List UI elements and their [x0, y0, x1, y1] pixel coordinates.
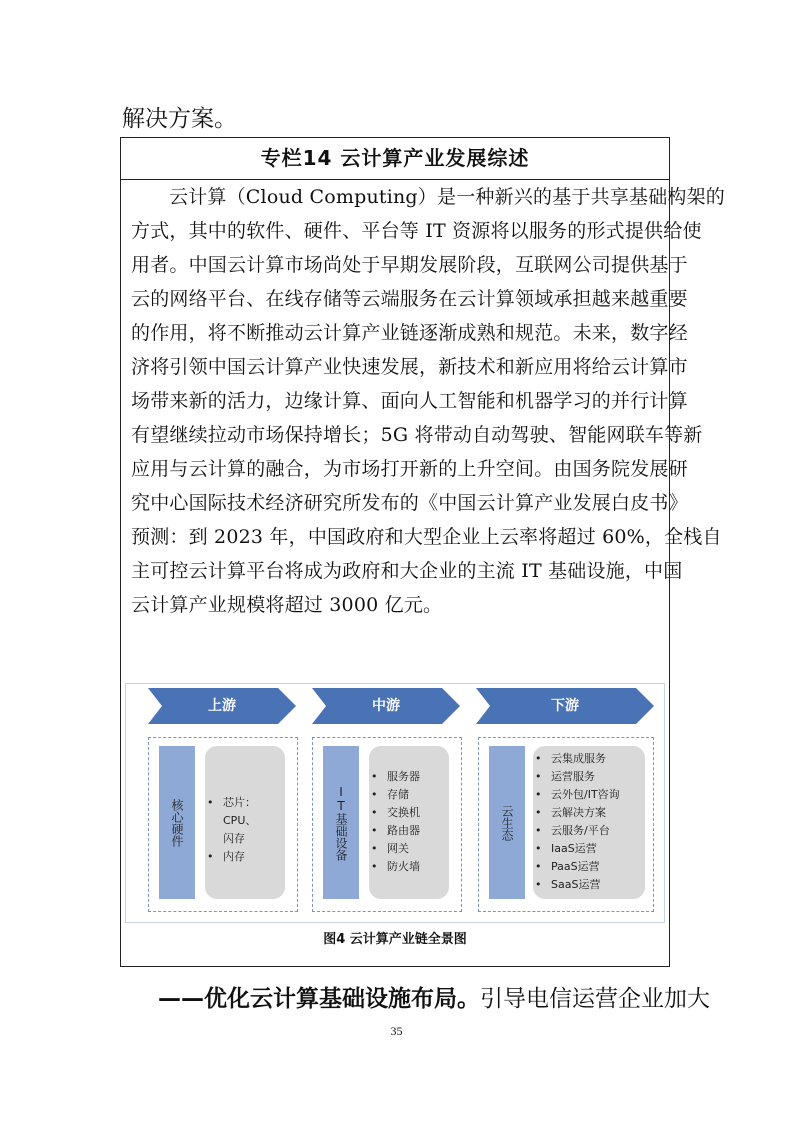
list-item: • 云集成服务 [533, 750, 645, 768]
list-item: • 运营服务 [533, 768, 645, 786]
stage-downstream-arrow [476, 688, 654, 724]
downstream-panel [533, 746, 645, 899]
category-bar-cloud-ecosystem [489, 746, 525, 899]
stage-label-upstream: 上游 [208, 698, 236, 714]
list-item: • PaaS运营 [533, 858, 645, 876]
list-item: • 云解决方案 [533, 804, 645, 822]
paragraph-line: 场带来新的活力，边缘计算、面向人工智能和机器学习的并行计算 [131, 390, 688, 412]
list-item: • 路由器 [369, 822, 449, 840]
paragraph-line: 有望继续拉动市场保持增长；5G 将带动自动驾驶、智能网联车等新 [131, 424, 703, 446]
list-item: • 内存 [205, 848, 285, 866]
downstream-group [478, 737, 654, 912]
category-label: 云生态 [500, 804, 514, 841]
paragraph-line: 济将引领中国云计算产业快速发展，新技术和新应用将给云计算市 [131, 356, 688, 378]
page-number: 35 [390, 1024, 403, 1038]
midstream-panel [369, 746, 449, 899]
industry-chain-figure [125, 683, 665, 923]
paragraph-line: 方式，其中的软件、硬件、平台等 IT 资源将以服务的形式提供给使 [131, 220, 702, 242]
stage-label-midstream: 中游 [372, 698, 400, 714]
bottom-text [158, 980, 710, 1013]
box-title: 专栏14 云计算产业发展综述 [121, 138, 669, 180]
list-item: 闪存 [223, 832, 245, 845]
list-item: • 存储 [369, 786, 449, 804]
list-item: • 网关 [369, 840, 449, 858]
category-bar-core-hardware [159, 746, 195, 899]
category-label: IT基础设备 [334, 784, 348, 861]
upstream-panel [205, 746, 285, 899]
top-text: 解决方案。 [122, 106, 237, 132]
paragraph-line: 应用与云计算的融合，为市场打开新的上升空间。由国务院发展研 [131, 458, 688, 480]
category-bar-it-infrastructure [323, 746, 359, 899]
list-item: • 交换机 [369, 804, 449, 822]
list-item: • 芯片： [205, 794, 285, 812]
paragraph-line: 云计算产业规模将超过 3000 亿元。 [131, 594, 443, 616]
midstream-group [312, 737, 462, 912]
stage-label-downstream: 下游 [551, 698, 579, 714]
list-item: • 防火墙 [369, 858, 449, 876]
bottom-body: 引导电信运营企业加大 [480, 986, 710, 1012]
figure-caption: 图4 云计算产业链全景图 [323, 932, 467, 947]
list-item: CPU、 [223, 814, 257, 827]
paragraph-line: 云的网络平台、在线存储等云端服务在云计算领域承担越来越重要 [131, 288, 688, 310]
category-label: 核心硬件 [170, 798, 184, 847]
list-item: • SaaS运营 [533, 876, 645, 894]
list-item: • 服务器 [369, 768, 449, 786]
sidebar-box [120, 137, 725, 967]
paragraph-line: 用者。中国云计算市场尚处于早期发展阶段，互联网公司提供基于 [131, 254, 688, 276]
paragraph-line: 云计算（Cloud Computing）是一种新兴的基于共享基础构架的 [169, 186, 725, 208]
stage-midstream-arrow [312, 688, 460, 724]
paragraph-line: 预测：到 2023 年，中国政府和大型企业上云率将超过 60%，全栈自 [131, 526, 722, 548]
paragraph-line: 究中心国际技术经济研究所发布的《中国云计算产业发展白皮书》 [131, 492, 688, 514]
stage-upstream-arrow [148, 688, 296, 724]
upstream-group [148, 737, 298, 912]
list-item: • 云服务/平台 [533, 822, 645, 840]
box-paragraph [131, 180, 725, 622]
list-item: • 云外包/IT咨询 [533, 786, 645, 804]
list-item: • IaaS运营 [533, 840, 645, 858]
bottom-heading: ——优化云计算基础设施布局。 [158, 986, 480, 1012]
paragraph-line: 主可控云计算平台将成为政府和大企业的主流 IT 基础设施，中国 [131, 560, 683, 582]
paragraph-line: 的作用，将不断推动云计算产业链逐渐成熟和规范。未来，数字经 [131, 322, 688, 344]
